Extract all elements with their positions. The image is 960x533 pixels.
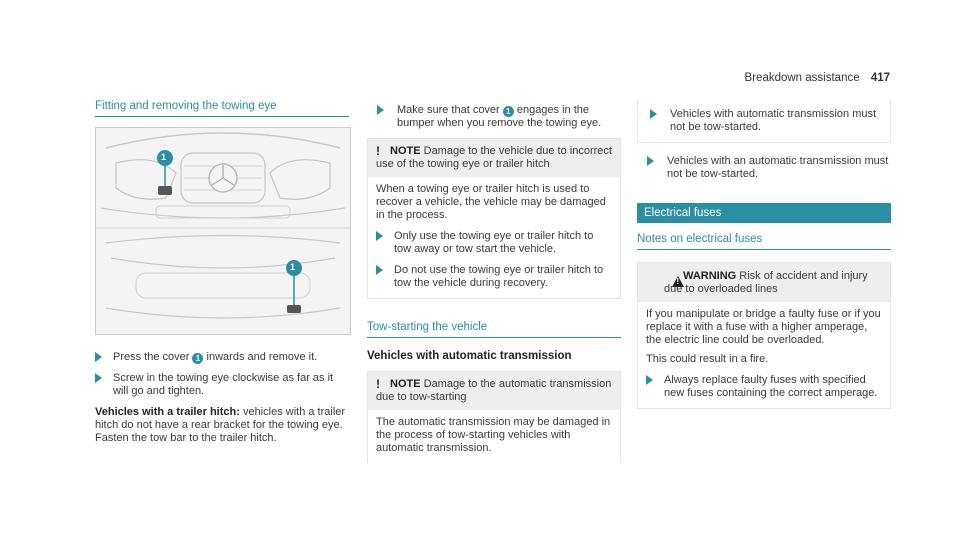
step-arrow-icon xyxy=(377,105,384,115)
note-box-transmission xyxy=(367,371,621,463)
step-arrow-icon xyxy=(376,231,383,241)
trailer-hitch-paragraph: Vehicles with a trailer hitch: vehicles with a trailer hitch do not have a rear bracket for the towing eye. Fasten the tow bar to the trailer hitch. xyxy=(95,406,346,444)
note-body: When a towing eye or trailer hitch is used to recover a vehicle, the vehicle may be damaged in the process. Only use the towing eye or trailer hitch to tow away or tow start the vehicle. Do not use the towing eye or trailer hitch to tow the vehicle during recovery. xyxy=(368,177,620,298)
callout-1-bottom: 1 xyxy=(290,262,296,272)
note-header: ! NOTE Damage to the vehicle due to incorrect use of the towing eye or trailer hitch xyxy=(368,139,620,177)
step-arrow-icon xyxy=(376,265,383,275)
warning-body: If you manipulate or bridge a faulty fuse or if you replace it with a fuse with a higher amperage, the electric line could be overloaded. This could result in a fire. Always replace faulty fuses with specified new fuses containing the correct amperage. xyxy=(646,308,881,399)
page-number: 417 xyxy=(870,72,890,84)
callout-1-top: 1 xyxy=(161,152,167,162)
note-body: The automatic transmission may be damaged in the process of tow-starting vehicles with automatic transmission. xyxy=(376,416,611,454)
step-arrow-icon xyxy=(647,156,654,166)
warning-header: ! WARNING Risk of accident and injury due to overloaded lines xyxy=(638,263,890,302)
notice-icon: ! xyxy=(376,144,380,158)
step-no-tow-start: Vehicles with an automatic transmission must not be tow-started. xyxy=(637,155,891,181)
column-2 xyxy=(367,104,621,463)
column-1 xyxy=(95,100,349,445)
box-bullet: Vehicles with automatic transmission must not be tow-started. xyxy=(638,100,890,142)
towing-eye-figure xyxy=(95,127,351,335)
section-title-towing-eye: Fitting and removing the towing eye xyxy=(95,100,349,117)
step-cover-engages: Make sure that cover 1 engages in the bumper when you remove the towing eye. xyxy=(367,104,621,130)
step-arrow-icon xyxy=(650,109,657,119)
warning-box xyxy=(637,262,891,409)
continued-box xyxy=(637,100,891,143)
car-front-illustration xyxy=(96,128,350,334)
note-box-towing xyxy=(367,138,621,299)
section-title-fuse-notes: Notes on electrical fuses xyxy=(637,233,891,250)
page-header xyxy=(745,72,890,84)
header-section: Breakdown assistance xyxy=(744,72,860,84)
callout-number: 1 xyxy=(192,353,203,364)
callout-number: 1 xyxy=(503,106,514,117)
chapter-bar-electrical-fuses: Electrical fuses xyxy=(637,203,891,223)
column-3 xyxy=(637,100,891,409)
step-screw-in: Screw in the towing eye clockwise as far as it will go and tighten. xyxy=(95,372,349,398)
step-arrow-icon xyxy=(646,375,653,385)
notice-icon: ! xyxy=(376,377,380,391)
subtitle-automatic-transmission: Vehicles with automatic transmission xyxy=(367,350,572,362)
note-header: ! NOTE Damage to the automatic transmission due to tow-starting xyxy=(368,372,620,410)
step-arrow-icon xyxy=(95,352,102,362)
note-bullet-1: Only use the towing eye or trailer hitch to tow away or tow start the vehicle. xyxy=(376,230,612,256)
step-arrow-icon xyxy=(95,373,102,383)
step-press-cover: Press the cover 1 inwards and remove it. xyxy=(95,351,349,364)
warning-triangle-icon xyxy=(672,276,684,287)
warning-bullet: Always replace faulty fuses with specified new fuses containing the correct amperage. xyxy=(646,374,882,400)
section-title-tow-starting: Tow-starting the vehicle xyxy=(367,321,621,338)
note-bullet-2: Do not use the towing eye or trailer hitch to tow the vehicle during recovery. xyxy=(376,264,612,290)
